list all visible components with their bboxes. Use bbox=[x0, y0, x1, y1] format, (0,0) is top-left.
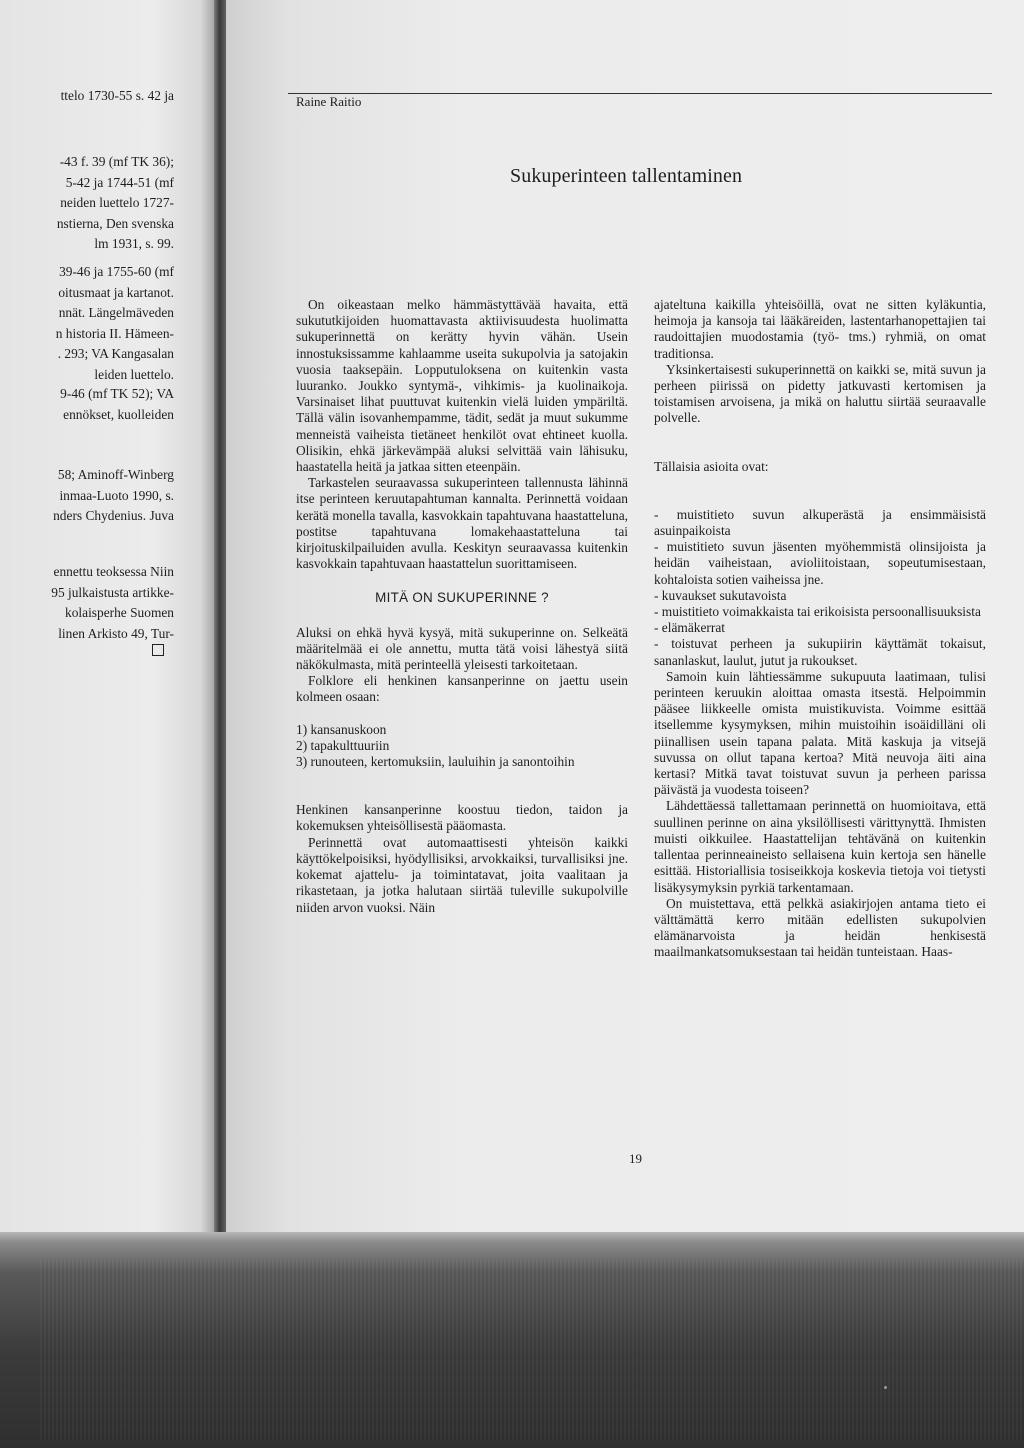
footnote-fragment bbox=[0, 562, 218, 644]
paragraph: Henkinen kansanperinne koostuu tiedon, taidon ja kokemuksen yhteisöllisestä pääomasta. bbox=[296, 802, 628, 834]
footnote-line: 5-42 ja 1744-51 (mf bbox=[65, 174, 174, 190]
paragraph: Folklore eli henkinen kansanperinne on jaettu usein kolmeen osaan: bbox=[296, 673, 628, 705]
paragraph: ajateltuna kaikilla yhteisöillä, ovat ne sitten kyläkuntia, heimoja ja kansoja tai lääkäreiden, lastentarhanopettajien tai raudoittajien muodostamia (työ- tms.) ryhmiä, on omat traditionsa. bbox=[654, 297, 986, 361]
footnote-fragment bbox=[0, 465, 218, 527]
left-page bbox=[0, 0, 218, 1240]
footnote-line: inmaa-Luoto 1990, s. bbox=[59, 487, 174, 503]
dust-speck bbox=[884, 1386, 887, 1389]
list-item: - muistitieto voimakkaista tai erikoisista persoonallisuuksista bbox=[654, 604, 981, 620]
list-item: - kuvaukset sukutavoista bbox=[654, 587, 787, 603]
section-heading: MITÄ ON SUKUPERINNE ? bbox=[375, 590, 549, 606]
paragraph: Lähdettäessä tallettamaan perinnettä on huomioitava, että suullinen perinne on aina yksilöllisesti värittynyttä. Ihmisten muisti oikkuilee. Haastattelijan tehtävänä on kuitenkin tallentaa perinneaineisto sellaisena kuin kertoja sen hänelle esittää. Historiallisia tosiseikkoja koskevia tietoja voi tietysti lisäkysymyksin pyrkiä tarkentamaan. bbox=[654, 798, 986, 895]
paragraph: Perinnettä ovat automaattisesti yhteisön kaikki käyttökelpoisiksi, hyödyllisiksi, arvokkaiksi, turvallisiksi jne. kokemat ajattelu- ja toimintatavat, joita vaalitaan ja rikastetaan, ja jotka halutaan siirtää tuleville sukupolville niiden arvon vuoksi. Näin bbox=[296, 834, 628, 915]
footnote-line: 58; Aminoff-Winberg bbox=[57, 467, 174, 482]
footnote-line: ennökset, kuolleiden bbox=[63, 406, 174, 422]
list-item: - elämäkerrat bbox=[654, 620, 725, 636]
footnote-line: neiden luettelo 1727- bbox=[60, 195, 174, 210]
footnote-fragment bbox=[0, 152, 218, 255]
footnote-line: linen Arkisto 49, Tur- bbox=[58, 625, 174, 641]
footnote-line: 39-46 ja 1755-60 (mf bbox=[59, 264, 174, 279]
footnote-line: . 293; VA Kangasalan bbox=[57, 346, 174, 361]
page-number: 19 bbox=[629, 1151, 642, 1166]
footnote-line: nstierna, Den svenska bbox=[56, 215, 174, 231]
footnote-fragment bbox=[0, 262, 218, 385]
footnote-fragment bbox=[0, 384, 218, 425]
footnote-fragment bbox=[0, 86, 218, 107]
list-item: 3) runouteen, kertomuksiin, lauluihin ja sanontoihin bbox=[296, 754, 575, 770]
paragraph: On muistettava, että pelkkä asiakirjojen antama tieto ei välttämättä kerro mitään edellisten sukupolvien elämänarvoista ja heidän henkisestä maailmankatsomuksestaan tai heidän tunteistaan. Haas- bbox=[654, 895, 986, 960]
end-of-article-mark bbox=[152, 644, 164, 656]
footnote-line: 95 julkaistusta artikke- bbox=[51, 584, 174, 600]
list-item: - toistuvat perheen ja sukupiirin käyttämät tokaisut, sananlaskut, laulut, jutut ja rukoukset. bbox=[654, 636, 986, 668]
footnote-line: oitusmaat ja kartanot. bbox=[58, 284, 174, 300]
paragraph: Yksinkertaisesti sukuperinnettä on kaikki se, mitä suvun ja perheen piirissä on pidetty jatkuvasti kertomisen ja toistamisen arvoisena, ja mikä on haluttu siirtää seuraavalle polvelle. bbox=[654, 361, 986, 426]
list-item: 1) kansanuskoon bbox=[296, 721, 387, 737]
footnote-line: nders Chydenius. Juva bbox=[53, 508, 174, 523]
footnote-line: -43 f. 39 (mf TK 36); bbox=[59, 154, 174, 169]
running-head-author: Raine Raitio bbox=[296, 94, 362, 109]
footnote-line: ttelo 1730-55 s. 42 ja bbox=[60, 88, 174, 103]
footnote-line: nnät. Längelmäveden bbox=[58, 305, 174, 320]
text-column-right bbox=[654, 297, 986, 961]
footnote-line: 9-46 (mf TK 52); VA bbox=[60, 386, 174, 401]
list-item: - muistitieto suvun alkuperästä ja ensimmäisistä asuinpaikoista bbox=[654, 506, 986, 539]
footnote-line: ennettu teoksessa Niin bbox=[53, 564, 174, 579]
scanner-background bbox=[0, 1232, 1024, 1448]
paragraph: Samoin kuin lähtiessämme sukupuuta laatimaan, tulisi perinteen keruukin aloittaa omasta itsestä. Helpoimmin pääsee liikkeelle omista muistikuvista. Voimme esittää itsellemme kysymyksen, mihin muistoihin isoäidilläni oli piinallisen usein tapana palata. Mitä kaskuja ja vitsejä suvussa on ollut tapana kertoa? Mitä neuvoja äiti aina kertasi? Mitkä tavat toistuvat suvun ja perheen parissa päivästä ja vuodesta toiseen? bbox=[654, 668, 986, 798]
list-intro: Tällaisia asioita ovat: bbox=[654, 458, 769, 474]
header-rule bbox=[288, 93, 992, 94]
footnote-line: kolaisperhe Suomen bbox=[65, 605, 174, 620]
footnote-line: leiden luettelo. bbox=[94, 366, 174, 382]
list-item: 2) tapakulttuuriin bbox=[296, 737, 390, 753]
text-column-left bbox=[296, 297, 628, 916]
paragraph: Aluksi on ehkä hyvä kysyä, mitä sukuperinne on. Selkeätä määritelmää ei ole annettu, mutta tätä voisi lähestyä siitä näkökulmasta, mitä perinteellä yleisesti tarkoitetaan. bbox=[296, 624, 628, 673]
article-title: Sukuperinteen tallentaminen bbox=[510, 165, 743, 187]
footnote-line: lm 1931, s. 99. bbox=[94, 236, 174, 251]
footnote-line: n historia II. Hämeen- bbox=[55, 325, 174, 341]
paragraph: Tarkastelen seuraavassa sukuperinteen tallennusta lähinnä itse perinteen keruutapahtuman kannalta. Perinnettä voidaan kerätä monella tavalla, kasvokkain tapahtuvana haastatteluna, postitse tapahtuvana lomakehaastatteluna tai kirjoituskilpailuiden avulla. Keskityn seuraavassa kuitenkin kasvokkain tapahtuvaan haastattelun suorittamiseen. bbox=[296, 475, 628, 572]
paragraph: On oikeastaan melko hämmästyttävää havaita, että sukututkijoiden huomattavasta aktiivisuudesta huolimatta sukuperinnettä on kerätty hyvin vähän. Usein innostuksissamme kahlaamme useita sukupolvia ja satojakin vuosia taaksepäin. Lopputuloksena on kuitenkin vasta luuranko. Joukko syntymä-, vihkimis- ja kuolinaikoja. Varsinaiset lihat puuttuvat kuitenkin vielä luiden ympäriltä. Tällä välin isovanhempamme, tädit, sedät ja muut sukumme menneistä vaiheista tietäneet henkilöt ovat ehtineet kuolla. Olisikin, ehkä järkevämpää aluksi selvittää vain lähisuku, haastatella heitä ja jatkaa sitten eteenpäin. bbox=[296, 297, 628, 475]
list-item: - muistitieto suvun jäsenten myöhemmistä olinsijoista ja heidän vaiheistaan, avioliitoistaan, sopeutumisestaan, kohtaloista sotien vaiheissa jne. bbox=[654, 539, 986, 587]
